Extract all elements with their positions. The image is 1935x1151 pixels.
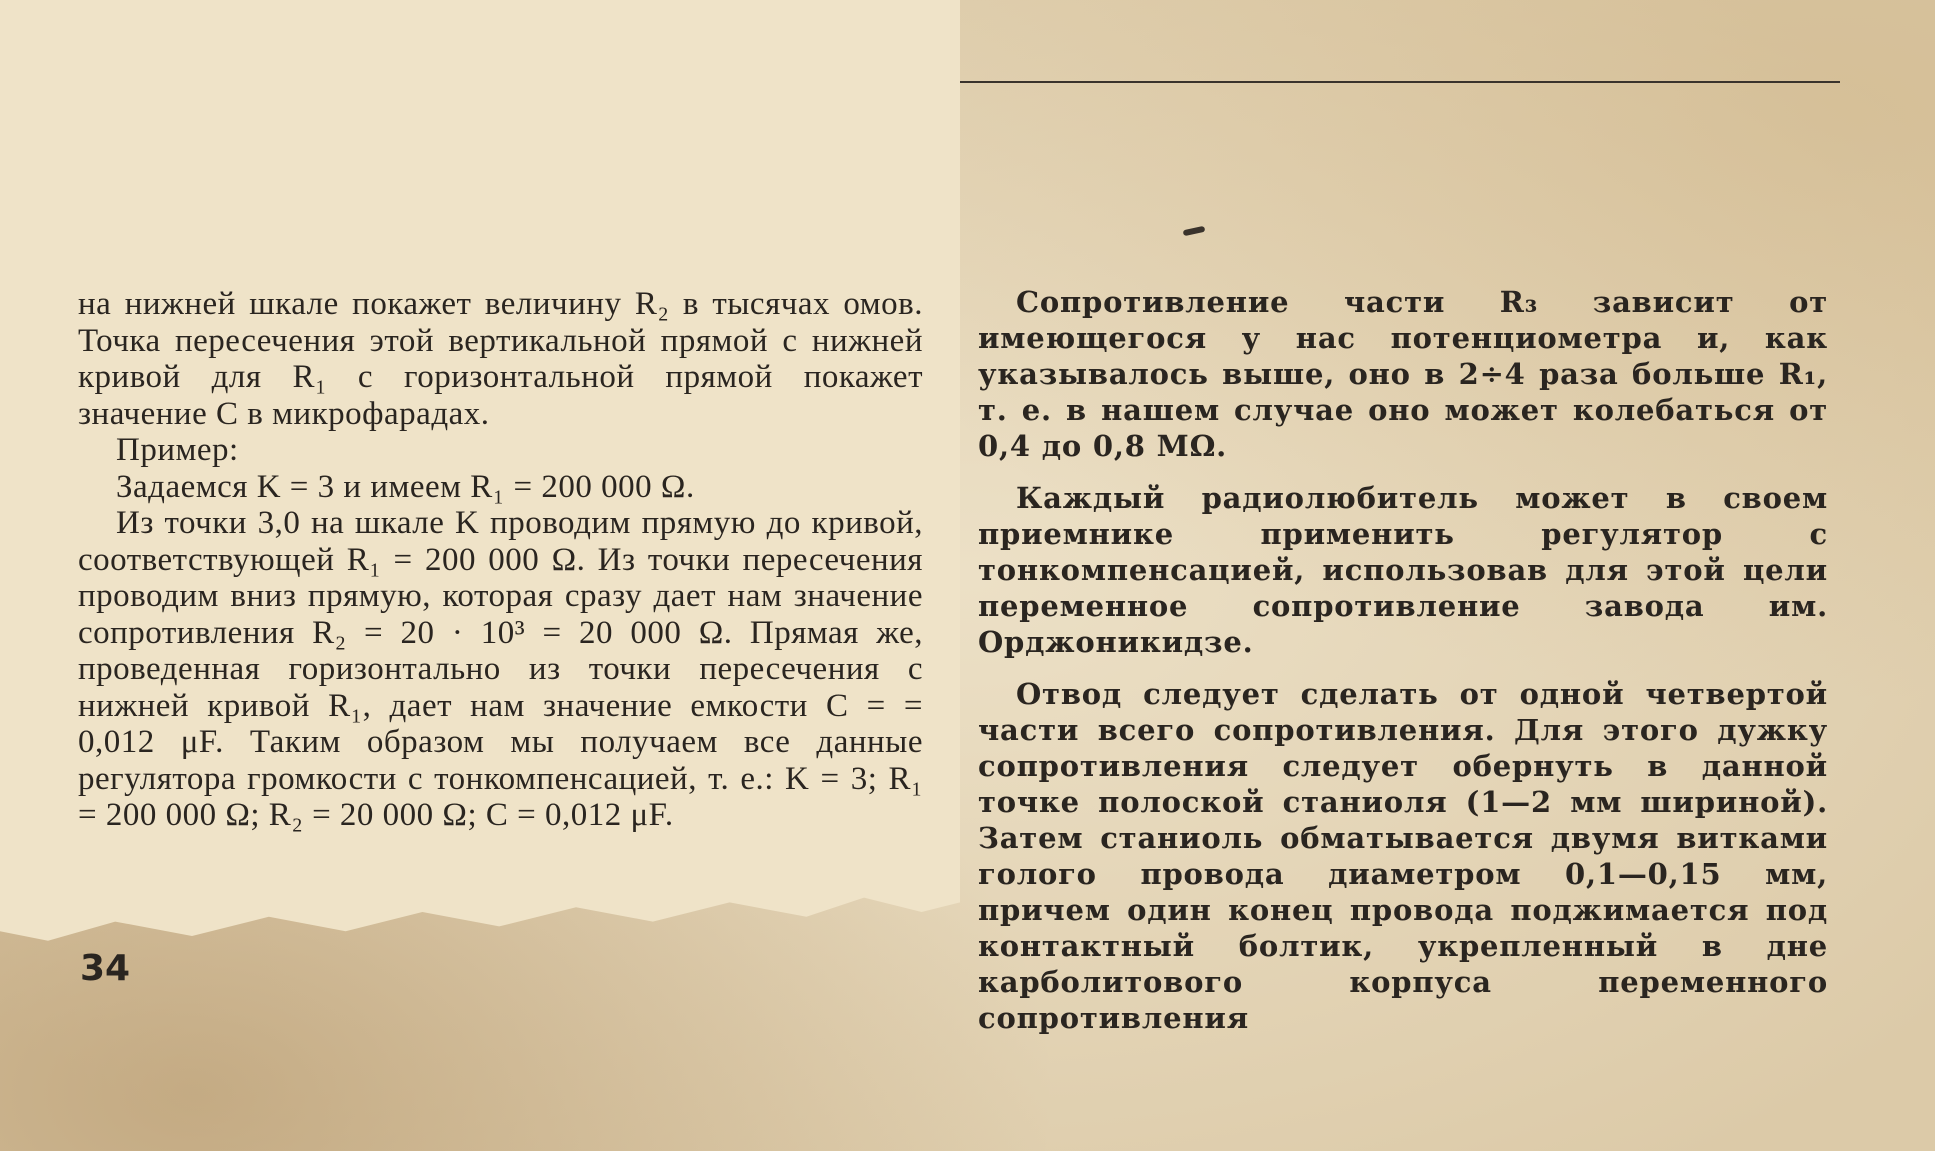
page-number: 34 <box>80 948 131 989</box>
paragraph: Каждый радиолюбитель может в своем приемнике применить регулятор с тонкомпенсацией, использовав для этой цели переменное сопротивление завода им. Орджоникидзе. <box>978 481 1828 659</box>
ink-speck <box>1183 226 1206 236</box>
paragraph: Пример: <box>116 432 239 468</box>
right-text-column <box>978 284 1828 1052</box>
paragraph: Задаемся K = 3 и имеем R₁ = 200 000 Ω. <box>116 468 695 505</box>
left-text-column <box>78 286 923 834</box>
paragraph: на нижней шкале покажет величину R₂ в тысячах омов. Точка пересечения этой вертикальной прямой с нижней кривой для R₁ с горизонтальной прямой покажет значение C в микрофарадах. <box>78 286 923 432</box>
paragraph: Отвод следует сделать от одной четвертой части всего сопротивления. Для этого дужку сопротивления следует обернуть в данной точке полоской станиоля (1—2 мм шириной). Затем станиоль обматывается двумя витками голого провода диаметром 0,1—0,15 мм, причем один конец провода поджимается под контактный болтик, укрепленный в дне карболитового корпуса переменного сопротивления <box>978 677 1828 1035</box>
paragraph: Сопротивление части R₃ зависит от имеющегося у нас потенциометра и, как указывалось выше, оно в 2÷4 раза больше R₁, т. е. в нашем случае оно может колебаться от 0,4 до 0,8 MΩ. <box>978 285 1828 463</box>
paragraph: Из точки 3,0 на шкале K проводим прямую до кривой, соответствующей R₁ = 200 000 Ω. Из точки пересечения проводим вниз прямую, которая сразу дает нам значение сопротивления R₂ = 20 · 10³ = 20 000 Ω. Прямая же, проведенная горизонтально из точки пересечения с нижней кривой R₁, дает нам значение емкости C = = 0,012 μF. Таким образом мы получаем все данные регулятора громкости с тонкомпенсацией, т. е.: K = 3; R₁ = 200 000 Ω; R₂ = 20 000 Ω; C = 0,012 μF. <box>78 505 923 833</box>
